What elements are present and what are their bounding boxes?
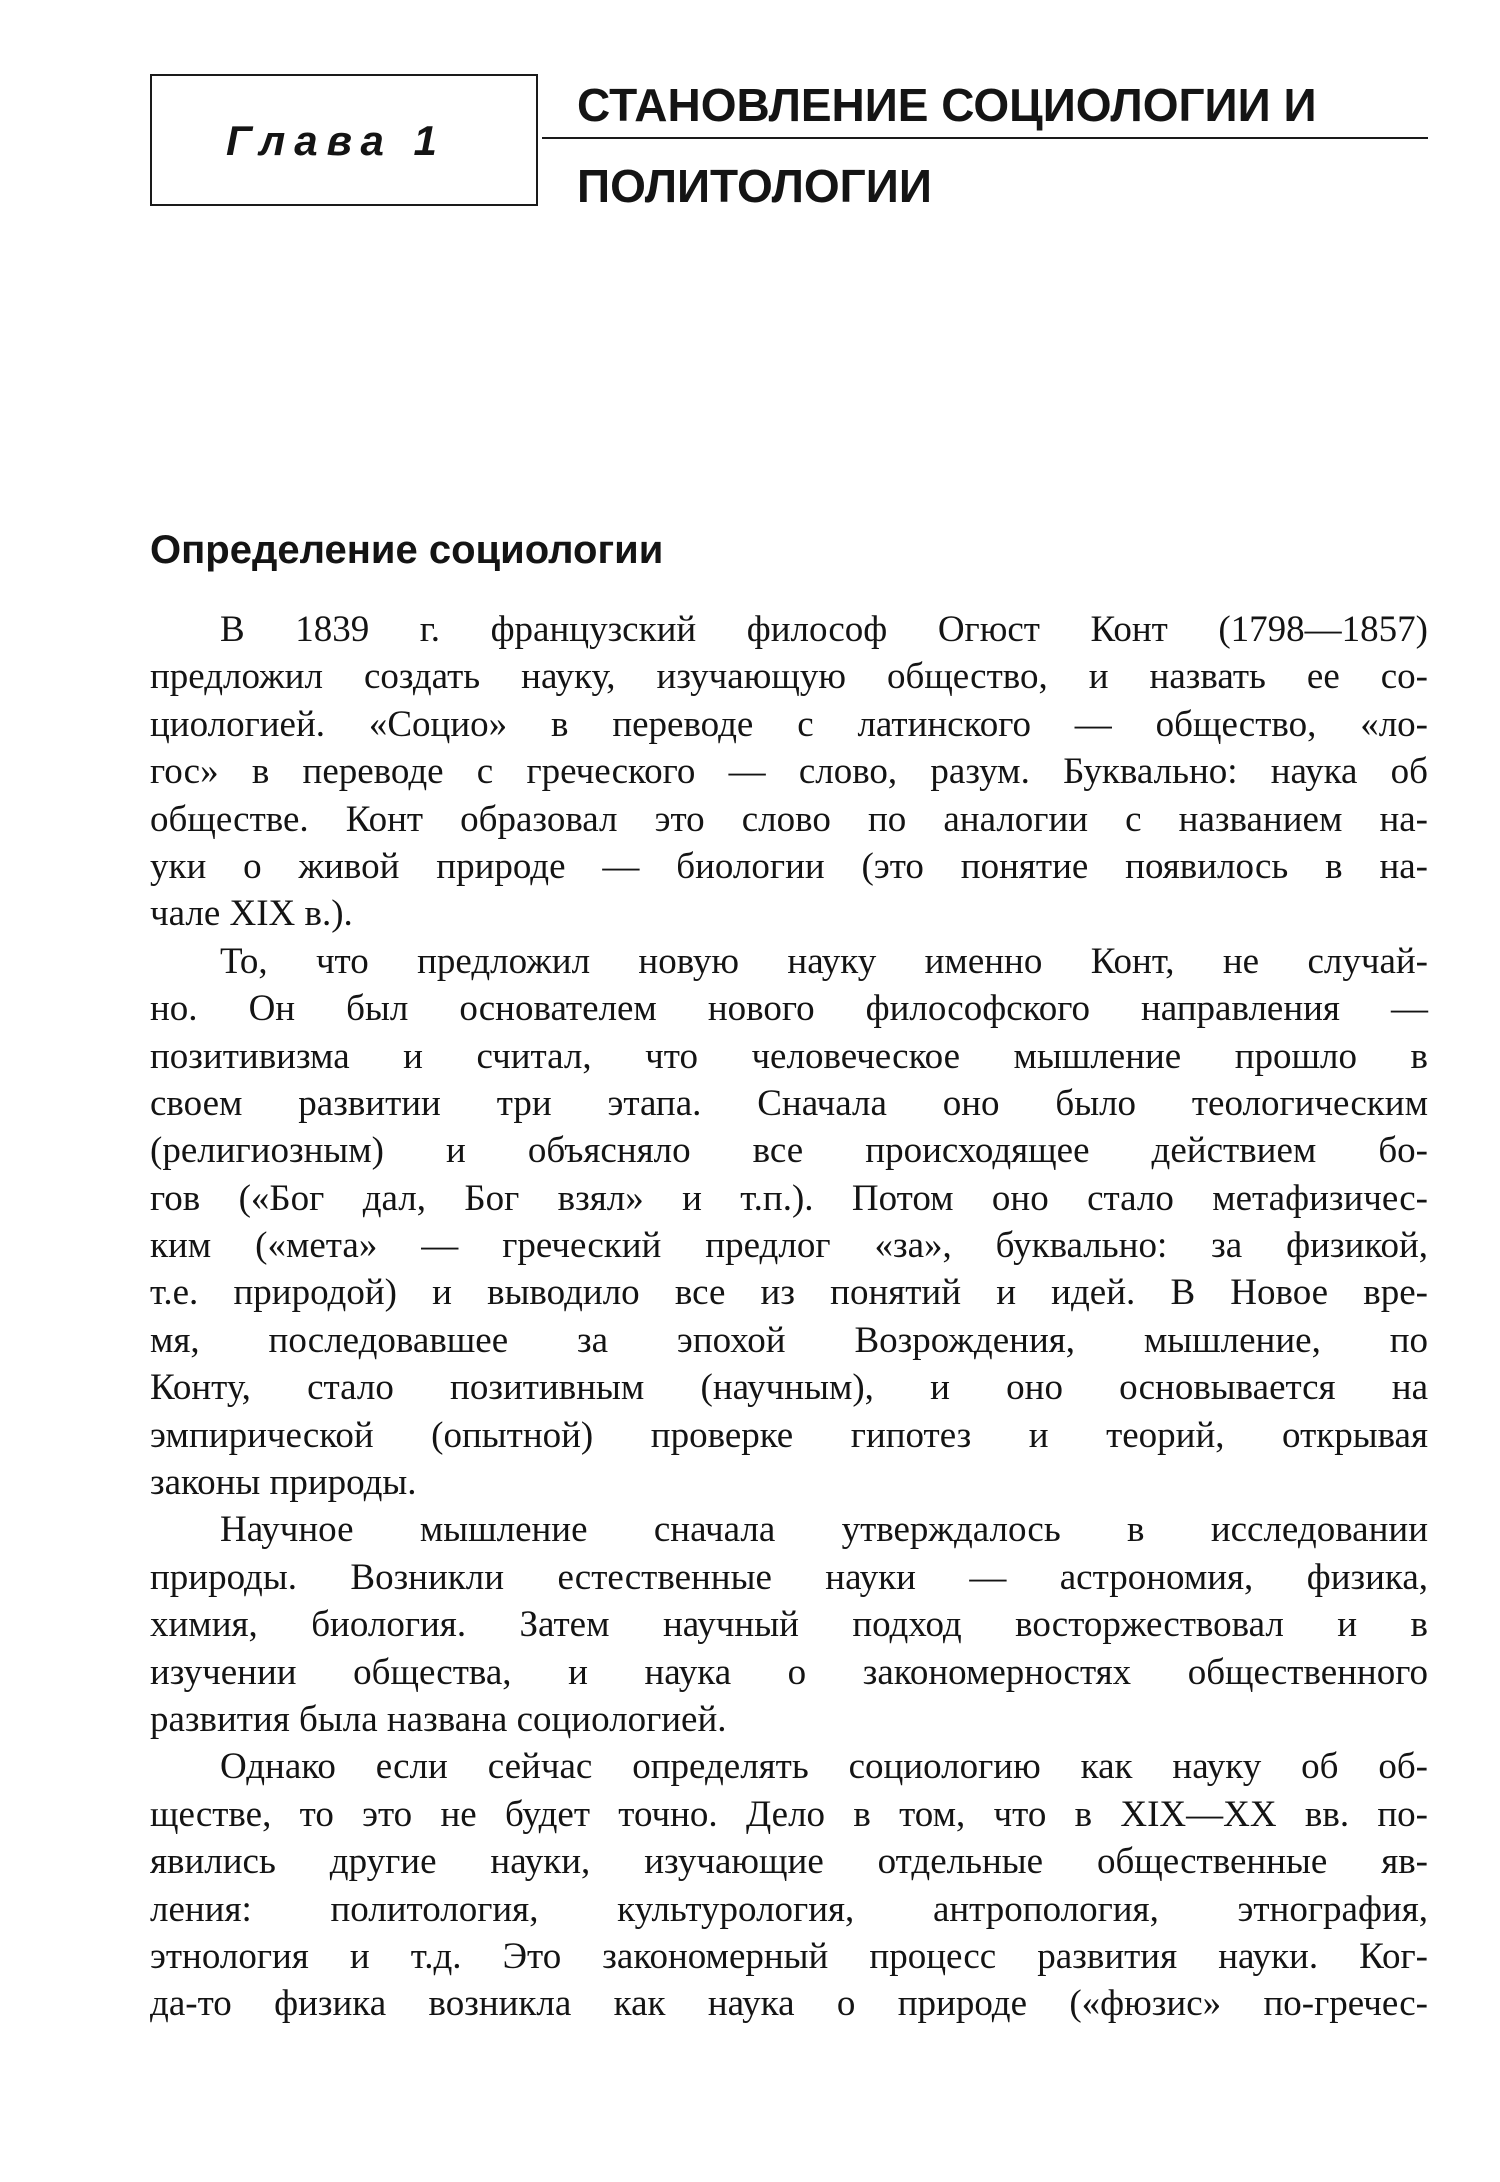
chapter-label-box bbox=[150, 74, 538, 206]
text-line: То, что предложил новую науку именно Конт, не случай- bbox=[220, 940, 1428, 982]
text-line: мя, последовавшее за эпохой Возрождения, мышление, по bbox=[150, 1319, 1428, 1361]
body-text bbox=[150, 606, 1428, 2028]
text-line: своем развитии три этапа. Сначала оно было теологическим bbox=[150, 1082, 1428, 1124]
text-line: но. Он был основателем нового философского направления — bbox=[150, 988, 1428, 1030]
text-line: развития была названа социологией. bbox=[150, 1698, 727, 1740]
text-line: обществе. Конт образовал это слово по аналогии с названием на- bbox=[150, 798, 1428, 840]
text-line: ления: политология, культурология, антропология, этнография, bbox=[150, 1888, 1428, 1930]
text-line: Конту, стало позитивным (научным), и оно основывается на bbox=[150, 1367, 1428, 1409]
text-line: циологией. «Социо» в переводе с латинского — общество, «ло- bbox=[150, 703, 1428, 745]
paragraph-2 bbox=[150, 938, 1428, 1507]
chapter-title-rule bbox=[542, 137, 1428, 139]
text-line: эмпирической (опытной) проверке гипотез и теорий, открывая bbox=[150, 1414, 1428, 1456]
text-line: Однако если сейчас определять социологию как науку об об- bbox=[220, 1746, 1428, 1788]
text-line: ществе, то это не будет точно. Дело в том, что в XIX—XX вв. по- bbox=[150, 1793, 1428, 1835]
text-line: предложил создать науку, изучающую общество, и назвать ее со- bbox=[150, 656, 1428, 698]
chapter-label: Глава 1 bbox=[226, 117, 446, 164]
text-line: химия, биология. Затем научный подход восторжествовал и в bbox=[150, 1604, 1428, 1646]
text-line: явились другие науки, изучающие отдельные общественные яв- bbox=[150, 1841, 1428, 1883]
text-line: (религиозным) и объясняло все происходящее действием бо- bbox=[150, 1130, 1428, 1172]
text-line: чале XIX в.). bbox=[150, 893, 353, 935]
text-line: В 1839 г. французский философ Огюст Конт (1798—1857) bbox=[220, 609, 1428, 650]
text-line: этнология и т.д. Это закономерный процесс развития науки. Ког- bbox=[150, 1935, 1428, 1977]
chapter-title-line-2: ПОЛИТОЛОГИИ bbox=[577, 160, 932, 212]
text-line: законы природы. bbox=[150, 1462, 417, 1504]
section-heading: Определение социологии bbox=[150, 528, 664, 572]
text-line: позитивизма и считал, что человеческое мышление прошло в bbox=[150, 1035, 1428, 1077]
chapter-title-line-1: СТАНОВЛЕНИЕ СОЦИОЛОГИИ И bbox=[577, 79, 1317, 131]
text-line: т.е. природой) и выводило все из понятий и идей. В Новое вре- bbox=[150, 1272, 1428, 1314]
text-line: изучении общества, и наука о закономерностях общественного bbox=[150, 1651, 1428, 1693]
text-line: уки о живой природе — биологии (это понятие появилось в на- bbox=[150, 845, 1428, 887]
text-line: Научное мышление сначала утверждалось в исследовании bbox=[220, 1509, 1428, 1551]
text-line: природы. Возникли естественные науки — астрономия, физика, bbox=[150, 1556, 1428, 1598]
paragraph-1 bbox=[150, 606, 1428, 938]
text-line: да-то физика возникла как наука о природе («фюзис» по-гречес- bbox=[150, 1983, 1428, 2025]
text-line: ким («мета» — греческий предлог «за», буквально: за физикой, bbox=[150, 1225, 1428, 1267]
paragraph-4 bbox=[150, 1743, 1428, 2027]
text-line: гос» в переводе с греческого — слово, разум. Буквально: наука об bbox=[150, 751, 1428, 793]
paragraph-3 bbox=[150, 1506, 1428, 1743]
text-line: гов («Бог дал, Бог взял» и т.п.). Потом оно стало метафизичес- bbox=[150, 1177, 1428, 1219]
